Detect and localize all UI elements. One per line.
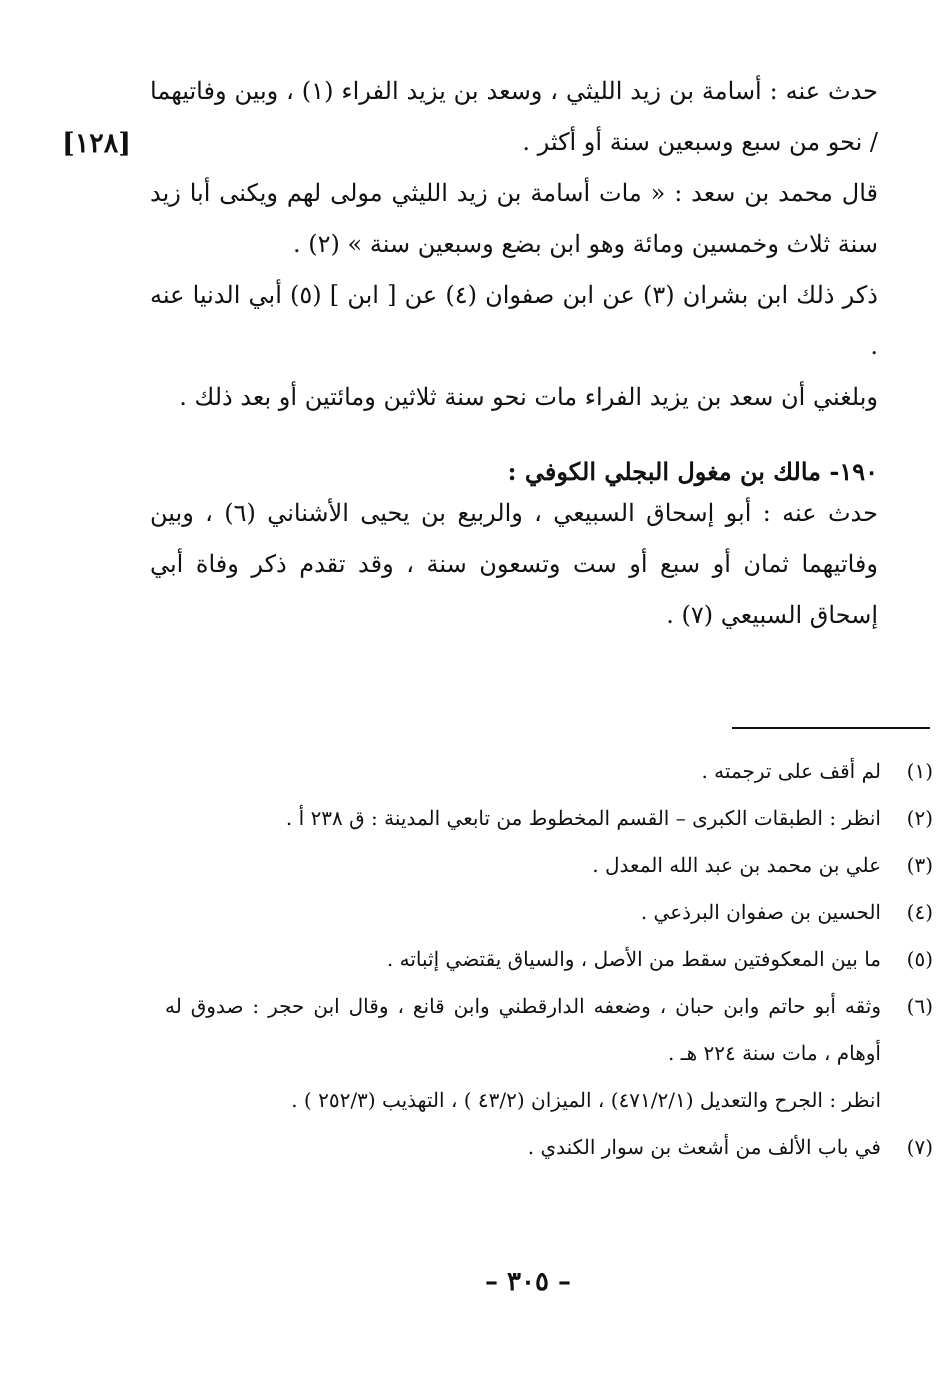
footnote-text: لم أقف على ترجمته .	[701, 759, 881, 783]
footnote-number: (٢)	[906, 806, 933, 830]
footnote-2	[165, 795, 933, 842]
entry-heading-190: ١٩٠- مالك بن مغول البجلي الكوفي :	[507, 457, 878, 486]
footnotes	[165, 748, 933, 1171]
paragraph-narrators-2: حدث عنه : أبو إسحاق السبيعي ، والربيع بن يحيى الأشناني (٦) ، وبين وفاتيهما ثمان أو سبع أو ست وتسعون سنة ، وقد تقدم ذكر وفاة أبي إسحاق السبيعي (٧) .	[150, 499, 878, 629]
footnote-number: (٣)	[906, 853, 933, 877]
footnote-number: (٥)	[906, 947, 933, 971]
footnote-text: في باب الألف من أشعث بن سوار الكندي .	[527, 1135, 881, 1159]
footnote-divider	[732, 727, 930, 729]
footnote-7	[165, 1124, 933, 1171]
footnote-text: علي بن محمد بن عبد الله المعدل .	[592, 853, 881, 877]
footnote-3	[165, 842, 933, 889]
footnote-text: الحسين بن صفوان البرذعي .	[640, 900, 881, 924]
footnote-number: (٧)	[906, 1135, 933, 1159]
entry-190-text	[150, 488, 878, 641]
paragraph-source-chain: ذكر ذلك ابن بشران (٣) عن ابن صفوان (٤) عن [ ابن ] (٥) أبي الدنيا عنه .	[150, 281, 878, 360]
paragraph-ibn-saad-quote: قال محمد بن سعد : « مات أسامة بن زيد الليثي مولى لهم ويكنى أبا زيد سنة ثلاث وخمسين ومائة وهو ابن بضع وسبعين سنة » (٢) .	[150, 179, 879, 258]
footnote-1	[165, 748, 933, 795]
footnote-6	[165, 983, 933, 1077]
footnote-text: ما بين المعكوفتين سقط من الأصل ، والسياق يقتضي إثباته .	[386, 947, 881, 971]
footnote-number: (١)	[906, 759, 933, 783]
footnote-5	[165, 936, 933, 983]
paragraph-death-note: وبلغني أن سعد بن يزيد الفراء مات نحو سنة ثلاثين ومائتين أو بعد ذلك .	[179, 383, 878, 411]
footnote-number: (٦)	[906, 994, 933, 1018]
manuscript-page-reference: [١٢٨]	[62, 128, 132, 159]
paragraph-narrators-1: حدث عنه : أسامة بن زيد الليثي ، وسعد بن يزيد الفراء (١) ، وبين وفاتيهما / نحو من سبع وسبعين سنة أو أكثر .	[150, 77, 878, 156]
page-number: – ٣٠٥ –	[484, 1267, 572, 1297]
footnote-4	[165, 889, 933, 936]
footnote-text: وثقه أبو حاتم وابن حبان ، وضعفه الدارقطني وابن قانع ، وقال ابن حجر : صدوق له أوهام ، مات سنة ٢٢٤ هـ .	[165, 994, 881, 1065]
main-text	[150, 66, 878, 423]
footnote-6-references: انظر : الجرح والتعديل (٤٧١/٢/١) ، الميزان (٤٣/٢ ) ، التهذيب (٢٥٢/٣ ) .	[291, 1088, 881, 1112]
footnote-number: (٤)	[906, 900, 933, 924]
footnote-text: انظر : الطبقات الكبرى – القسم المخطوط من تابعي المدينة : ق ٢٣٨ أ .	[285, 806, 881, 830]
